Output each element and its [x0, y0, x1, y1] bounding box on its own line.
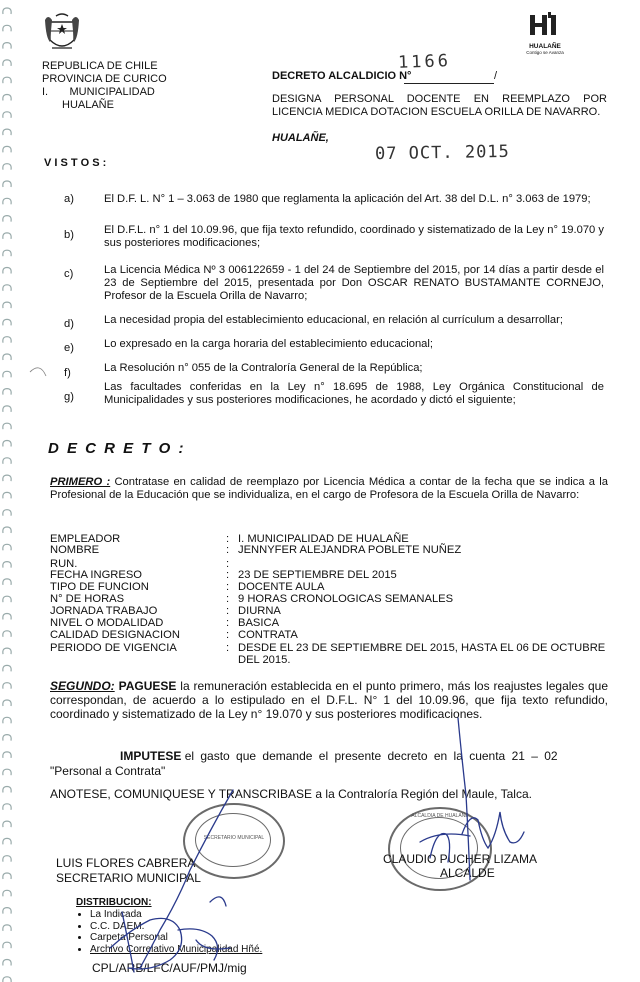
item-letter: d) — [64, 318, 74, 330]
header-line: PROVINCIA DE CURICO — [42, 73, 167, 85]
field-colon: : — [226, 629, 230, 641]
field-key: NIVEL O MODALIDAD — [50, 617, 164, 629]
field-value: 23 DE SEPTIEMBRE DEL 2015 — [238, 569, 397, 581]
binding-hole — [3, 8, 11, 14]
imputese-continuation: "Personal a Contrata" — [50, 764, 166, 778]
field-row — [50, 544, 610, 555]
secretary-seal — [183, 803, 285, 879]
field-row — [50, 593, 610, 604]
item-text: El D.F.L. n° 1 del 10.09.96, que fija texto refundido, coordinado y sistematizado de la Ley n° 19.070 y sus posteriores modificaciones; — [104, 224, 604, 250]
binding-hole — [3, 492, 11, 498]
binding-hole — [3, 129, 11, 135]
binding-hole — [3, 146, 11, 152]
binding-hole — [3, 510, 11, 516]
field-value: JENNYFER ALEJANDRA POBLETE NUÑEZ — [238, 544, 462, 556]
mayor-title: ALCALDE — [440, 866, 495, 880]
binding-hole — [3, 319, 11, 325]
list-item: • C.C. DAEM. — [90, 921, 262, 933]
field-row — [50, 617, 610, 628]
list-item: • Carpeta Personal — [90, 932, 262, 944]
logo-subtext: Contigo se Avanza — [526, 50, 564, 55]
binding-hole — [3, 665, 11, 671]
item-letter: g) — [64, 391, 74, 403]
binding-hole — [3, 441, 11, 447]
decree-slash: / — [494, 70, 498, 82]
binding-hole — [3, 302, 11, 308]
item-text: Lo expresado en la carga horaria del establecimiento educacional; — [104, 338, 433, 350]
binding-hole — [3, 787, 11, 793]
designa-text: DESIGNA PERSONAL DOCENTE EN REEMPLAZO POR LICENCIA MEDICA DOTACION ESCUELA ORILLA DE NAVARRO. — [272, 93, 607, 118]
binding-hole — [3, 562, 11, 568]
binding-hole — [3, 181, 11, 187]
item-text: La necesidad propia del establecimiento educacional, en relación al currículum a desarrollar; — [104, 314, 563, 326]
binding-hole — [3, 856, 11, 862]
item-text: La Resolución n° 055 de la Contraloría General de la República; — [104, 362, 423, 374]
distribucion-heading: DISTRIBUCION: — [76, 897, 152, 908]
list-item: • Archivo Correlativo Municipalidad Hñé. — [90, 944, 262, 956]
secretary-title: SECRETARIO MUNICIPAL — [56, 871, 201, 885]
field-row — [50, 629, 610, 640]
binding-hole — [3, 700, 11, 706]
segundo-label: SEGUNDO: — [50, 679, 115, 693]
field-row — [50, 605, 610, 616]
item-letter: c) — [64, 268, 74, 280]
binding-hole — [3, 873, 11, 879]
primero-text: Contratase en calidad de reemplazo por Licencia Médica a contar de la fecha que se indica a la Profesional de la Educación que se individualiza, en el cargo de Profesora de la Escuela Orilla de Navarro: — [50, 476, 608, 502]
binding-hole — [3, 406, 11, 412]
primero-label: PRIMERO : — [50, 476, 111, 488]
field-value: I. MUNICIPALIDAD DE HUALAÑE — [238, 533, 409, 545]
date-stamp: 07 OCT. 2015 — [374, 141, 510, 165]
binding-hole — [3, 960, 11, 966]
field-key: JORNADA TRABAJO — [50, 605, 158, 617]
mayor-name: CLAUDIO PUCHER LIZAMA — [383, 852, 538, 866]
item-text: El D.F. L. N° 1 – 3.063 de 1980 que reglamenta la aplicación del Art. 38 del D.L. n° 3.063 de 1979; — [104, 193, 591, 205]
binding-hole — [3, 821, 11, 827]
binding-hole — [3, 717, 11, 723]
imputese-bold: IMPUTESE — [120, 749, 182, 763]
binding-hole — [3, 614, 11, 620]
field-value: CONTRATA — [238, 629, 298, 641]
mayor-seal-text: ALCALDIA DE HUALAÑE — [411, 813, 469, 819]
binding-hole — [3, 527, 11, 533]
field-key: NOMBRE — [50, 544, 100, 556]
binding-hole — [3, 268, 11, 274]
segundo-bold: PAGUESE — [118, 679, 177, 693]
binding-hole — [3, 337, 11, 343]
distribucion-footer: CPL/ARB/LFC/AUF/PMJ/mig — [92, 961, 247, 975]
binding-hole — [3, 112, 11, 118]
binding-hole — [3, 683, 11, 689]
field-key: CALIDAD DESIGNACION — [50, 629, 180, 641]
field-row — [50, 558, 610, 569]
item-letter: a) — [64, 193, 74, 205]
binding-hole — [3, 423, 11, 429]
binding-hole — [3, 198, 11, 204]
field-colon: : — [226, 605, 230, 617]
binding-hole — [3, 596, 11, 602]
binding-hole — [3, 942, 11, 948]
field-colon: : — [226, 642, 230, 654]
item-text: La Licencia Médica Nº 3 006122659 - 1 del 24 de Septiembre del 2015, por 14 días a partir desde el 23 de Septiembre del 2015, presentada por Don OSCAR RENATO BUSTAMANTE CORNEJO, Profesor de la Escuela Orilla de Navarro; — [104, 264, 604, 303]
field-colon: : — [226, 593, 230, 605]
field-row — [50, 642, 610, 653]
logo-text: HUALAÑE — [529, 43, 561, 50]
field-value: 9 HORAS CRONOLOGICAS SEMANALES — [238, 593, 454, 605]
field-colon: : — [226, 558, 230, 570]
field-value: DESDE EL 23 DE SEPTIEMBRE DEL 2015, HASTA EL 06 DE OCTUBRE — [238, 642, 606, 654]
binding-hole — [3, 804, 11, 810]
header-line: HUALAÑE — [62, 99, 114, 111]
item-letter: b) — [64, 229, 74, 241]
item-letter: f) — [64, 367, 71, 379]
segundo-text: la remuneración establecida en el punto primero, más los reajustes legales que correspondan, de acuerdo a lo estipulado en el D.F.L. N° 1 del 10.09.96, que fija texto refundido, coordinado y sistematizado de la Ley n° 19.070 y sus posteriores modificaciones. — [50, 679, 608, 721]
field-row — [50, 569, 610, 580]
binding-hole — [3, 735, 11, 741]
field-key: EMPLEADOR — [50, 533, 121, 545]
hualane-logo — [520, 12, 570, 55]
decree-number-line — [404, 83, 494, 84]
imputese-line — [120, 749, 608, 763]
binding-hole — [3, 925, 11, 931]
field-value: DIURNA — [238, 605, 281, 617]
binding-hole — [3, 43, 11, 49]
secretary-seal-text: SECRETARIO MUNICIPAL — [203, 835, 265, 841]
binding-hole — [3, 908, 11, 914]
binding-hole — [3, 389, 11, 395]
field-colon: : — [226, 569, 230, 581]
decree-label: DECRETO ALCALDICIO N° — [272, 70, 412, 82]
header-line: REPUBLICA DE CHILE — [42, 60, 158, 72]
list-item: • La Indicada — [90, 909, 262, 921]
field-key: FECHA INGRESO — [50, 569, 143, 581]
binding-hole — [3, 769, 11, 775]
binding-hole — [3, 458, 11, 464]
binding-hole — [3, 25, 11, 31]
header-institution — [42, 60, 167, 112]
binding-hole — [3, 164, 11, 170]
field-key: TIPO DE FUNCION — [50, 581, 149, 593]
field-key: RUN. — [50, 558, 78, 570]
field-row — [50, 533, 610, 544]
field-key: PERIODO DE VIGENCIA — [50, 642, 177, 654]
binding-hole — [3, 752, 11, 758]
binding-hole — [3, 216, 11, 222]
binding-hole — [3, 544, 11, 550]
binding-hole — [3, 60, 11, 66]
binding-hole — [3, 977, 11, 982]
binding-hole — [3, 648, 11, 654]
item-letter: e) — [64, 342, 74, 354]
field-colon: : — [226, 581, 230, 593]
field-colon: : — [226, 617, 230, 629]
imputese-text: el gasto que demande el presente decreto en la cuenta 21 – 02 — [184, 749, 558, 763]
vistos-heading: V I S T O S : — [44, 157, 107, 169]
hualane-logo-icon — [520, 12, 570, 38]
field-colon: : — [226, 533, 230, 545]
binding-hole — [3, 371, 11, 377]
header-line: I. MUNICIPALIDAD — [42, 86, 155, 98]
periodo-continuation: DEL 2015. — [238, 654, 291, 666]
binding-hole — [3, 285, 11, 291]
binding-holes — [0, 0, 14, 982]
binding-hole — [3, 250, 11, 256]
chile-coat-of-arms-icon — [42, 12, 82, 56]
secretary-name: LUIS FLORES CABRERA — [56, 856, 196, 870]
binding-hole — [3, 475, 11, 481]
field-value: DOCENTE AULA — [238, 581, 325, 593]
field-colon: : — [226, 544, 230, 556]
binding-hole — [3, 354, 11, 360]
binding-hole — [3, 579, 11, 585]
anotese-line: ANOTESE, COMUNIQUESE Y TRANSCRIBASE a la Contraloría Región del Maule, Talca. — [50, 787, 532, 801]
binding-hole — [3, 95, 11, 101]
field-row — [50, 581, 610, 592]
field-key: N° DE HORAS — [50, 593, 125, 605]
item-text: Las facultades conferidas en la Ley n° 18.695 de 1988, Ley Orgánica Constitucional de Municipalidades y sus posteriores modificaciones, he acordado y dictó el siguiente; — [104, 381, 604, 407]
place: HUALAÑE, — [272, 132, 329, 144]
segundo-paragraph — [50, 679, 608, 721]
binding-hole — [3, 77, 11, 83]
binding-hole — [3, 631, 11, 637]
field-value: BASICA — [238, 617, 280, 629]
binding-hole — [3, 838, 11, 844]
distribucion-list — [76, 909, 262, 955]
binding-hole — [3, 890, 11, 896]
decree-number-stamp: 1166 — [397, 51, 452, 73]
primero-paragraph — [50, 476, 608, 502]
binding-hole — [3, 233, 11, 239]
decreto-heading: D E C R E T O : — [48, 440, 186, 457]
